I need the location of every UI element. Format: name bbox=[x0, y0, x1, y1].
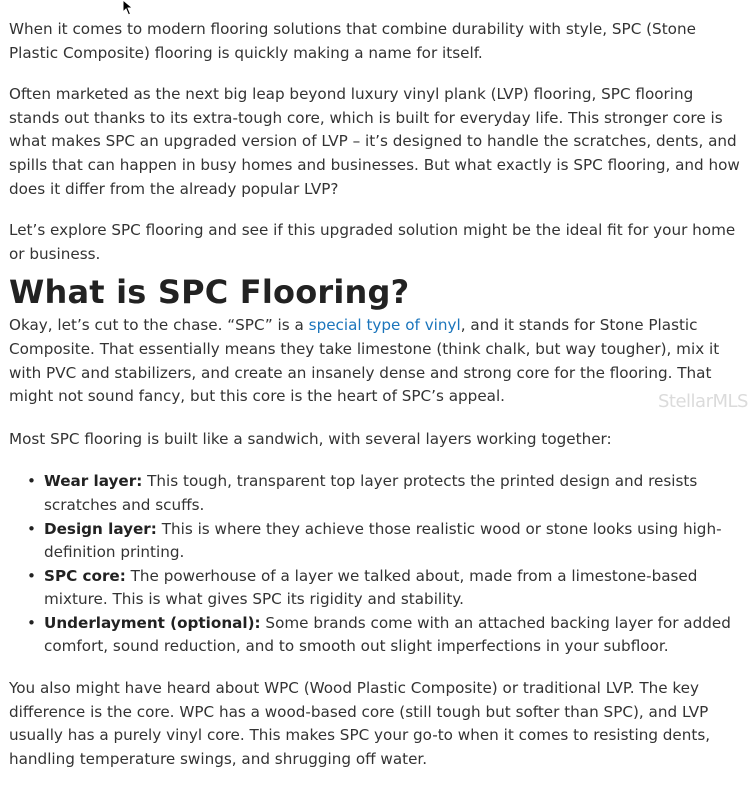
layer-description: Some brands come with an attached backing layer for added comfort, sound reduction, and to smooth out slight imperfections in your subfloor. bbox=[44, 613, 731, 656]
explore-paragraph: Let’s explore SPC flooring and see if this upgraded solution might be the ideal fit for your home or business. bbox=[9, 221, 736, 263]
what-is-text-before-link: Okay, let’s cut to the chase. “SPC” is a bbox=[9, 316, 309, 335]
intro-paragraph: When it comes to modern flooring solutions that combine durability with style, SPC (Stone Plastic Composite) flooring is quickly making a name for itself. bbox=[9, 20, 696, 62]
what-is-text-after-link: , and it stands for Stone Plastic Composite. That essentially means they take limestone (think chalk, but way tougher), mix it with PVC and stabilizers, and create an insanely dense and strong core for the flooring. That might not sound fancy, but this core is the heart of SPC’s appeal. bbox=[9, 316, 720, 406]
layer-description: This is where they achieve those realistic wood or stone looks using high-definition printing. bbox=[44, 519, 722, 562]
list-item bbox=[27, 470, 741, 517]
watermark: StellarMLS bbox=[658, 391, 748, 412]
article-body bbox=[9, 18, 741, 771]
layer-list bbox=[9, 470, 741, 659]
layer-description: This tough, transparent top layer protects the printed design and resists scratches and scuffs. bbox=[44, 472, 698, 514]
sandwich-paragraph: Most SPC flooring is built like a sandwich, with several layers working together: bbox=[9, 429, 612, 448]
list-item bbox=[27, 565, 741, 612]
lvp-comparison-paragraph: Often marketed as the next big leap beyond luxury vinyl plank (LVP) flooring, SPC flooring stands out thanks to its extra-tough core, which is built for everyday life. This stronger core is what makes SPC an upgraded version of LVP – it’s designed to handle the scratches, dents, and spills that can happen in busy homes and businesses. But what exactly is SPC flooring, and how does it differ from the already popular LVP? bbox=[9, 85, 740, 198]
bullet-icon: • bbox=[27, 519, 36, 538]
special-vinyl-link[interactable]: special type of vinyl bbox=[308, 316, 461, 335]
bullet-icon: • bbox=[27, 613, 36, 632]
bullet-icon: • bbox=[27, 472, 36, 491]
mouse-pointer-icon bbox=[122, 0, 138, 17]
layer-term: Design layer: bbox=[44, 519, 157, 538]
section-heading: What is SPC Flooring? bbox=[9, 273, 410, 312]
bullet-icon: • bbox=[27, 566, 36, 585]
layer-term: SPC core: bbox=[44, 566, 126, 585]
list-item bbox=[27, 612, 741, 659]
layer-term: Underlayment (optional): bbox=[44, 613, 261, 632]
layer-term: Wear layer: bbox=[44, 472, 143, 491]
what-is-spc-paragraph bbox=[9, 314, 741, 408]
layer-description: The powerhouse of a layer we talked about, made from a limestone-based mixture. This is what gives SPC its rigidity and stability. bbox=[44, 566, 698, 609]
list-item bbox=[27, 518, 741, 565]
wpc-comparison-paragraph: You also might have heard about WPC (Wood Plastic Composite) or traditional LVP. The key difference is the core. WPC has a wood-based core (still tough but softer than SPC), and LVP usually has a purely vinyl core. This makes SPC your go-to when it comes to resisting dents, handling temperature swings, and shrugging off water. bbox=[9, 679, 711, 768]
